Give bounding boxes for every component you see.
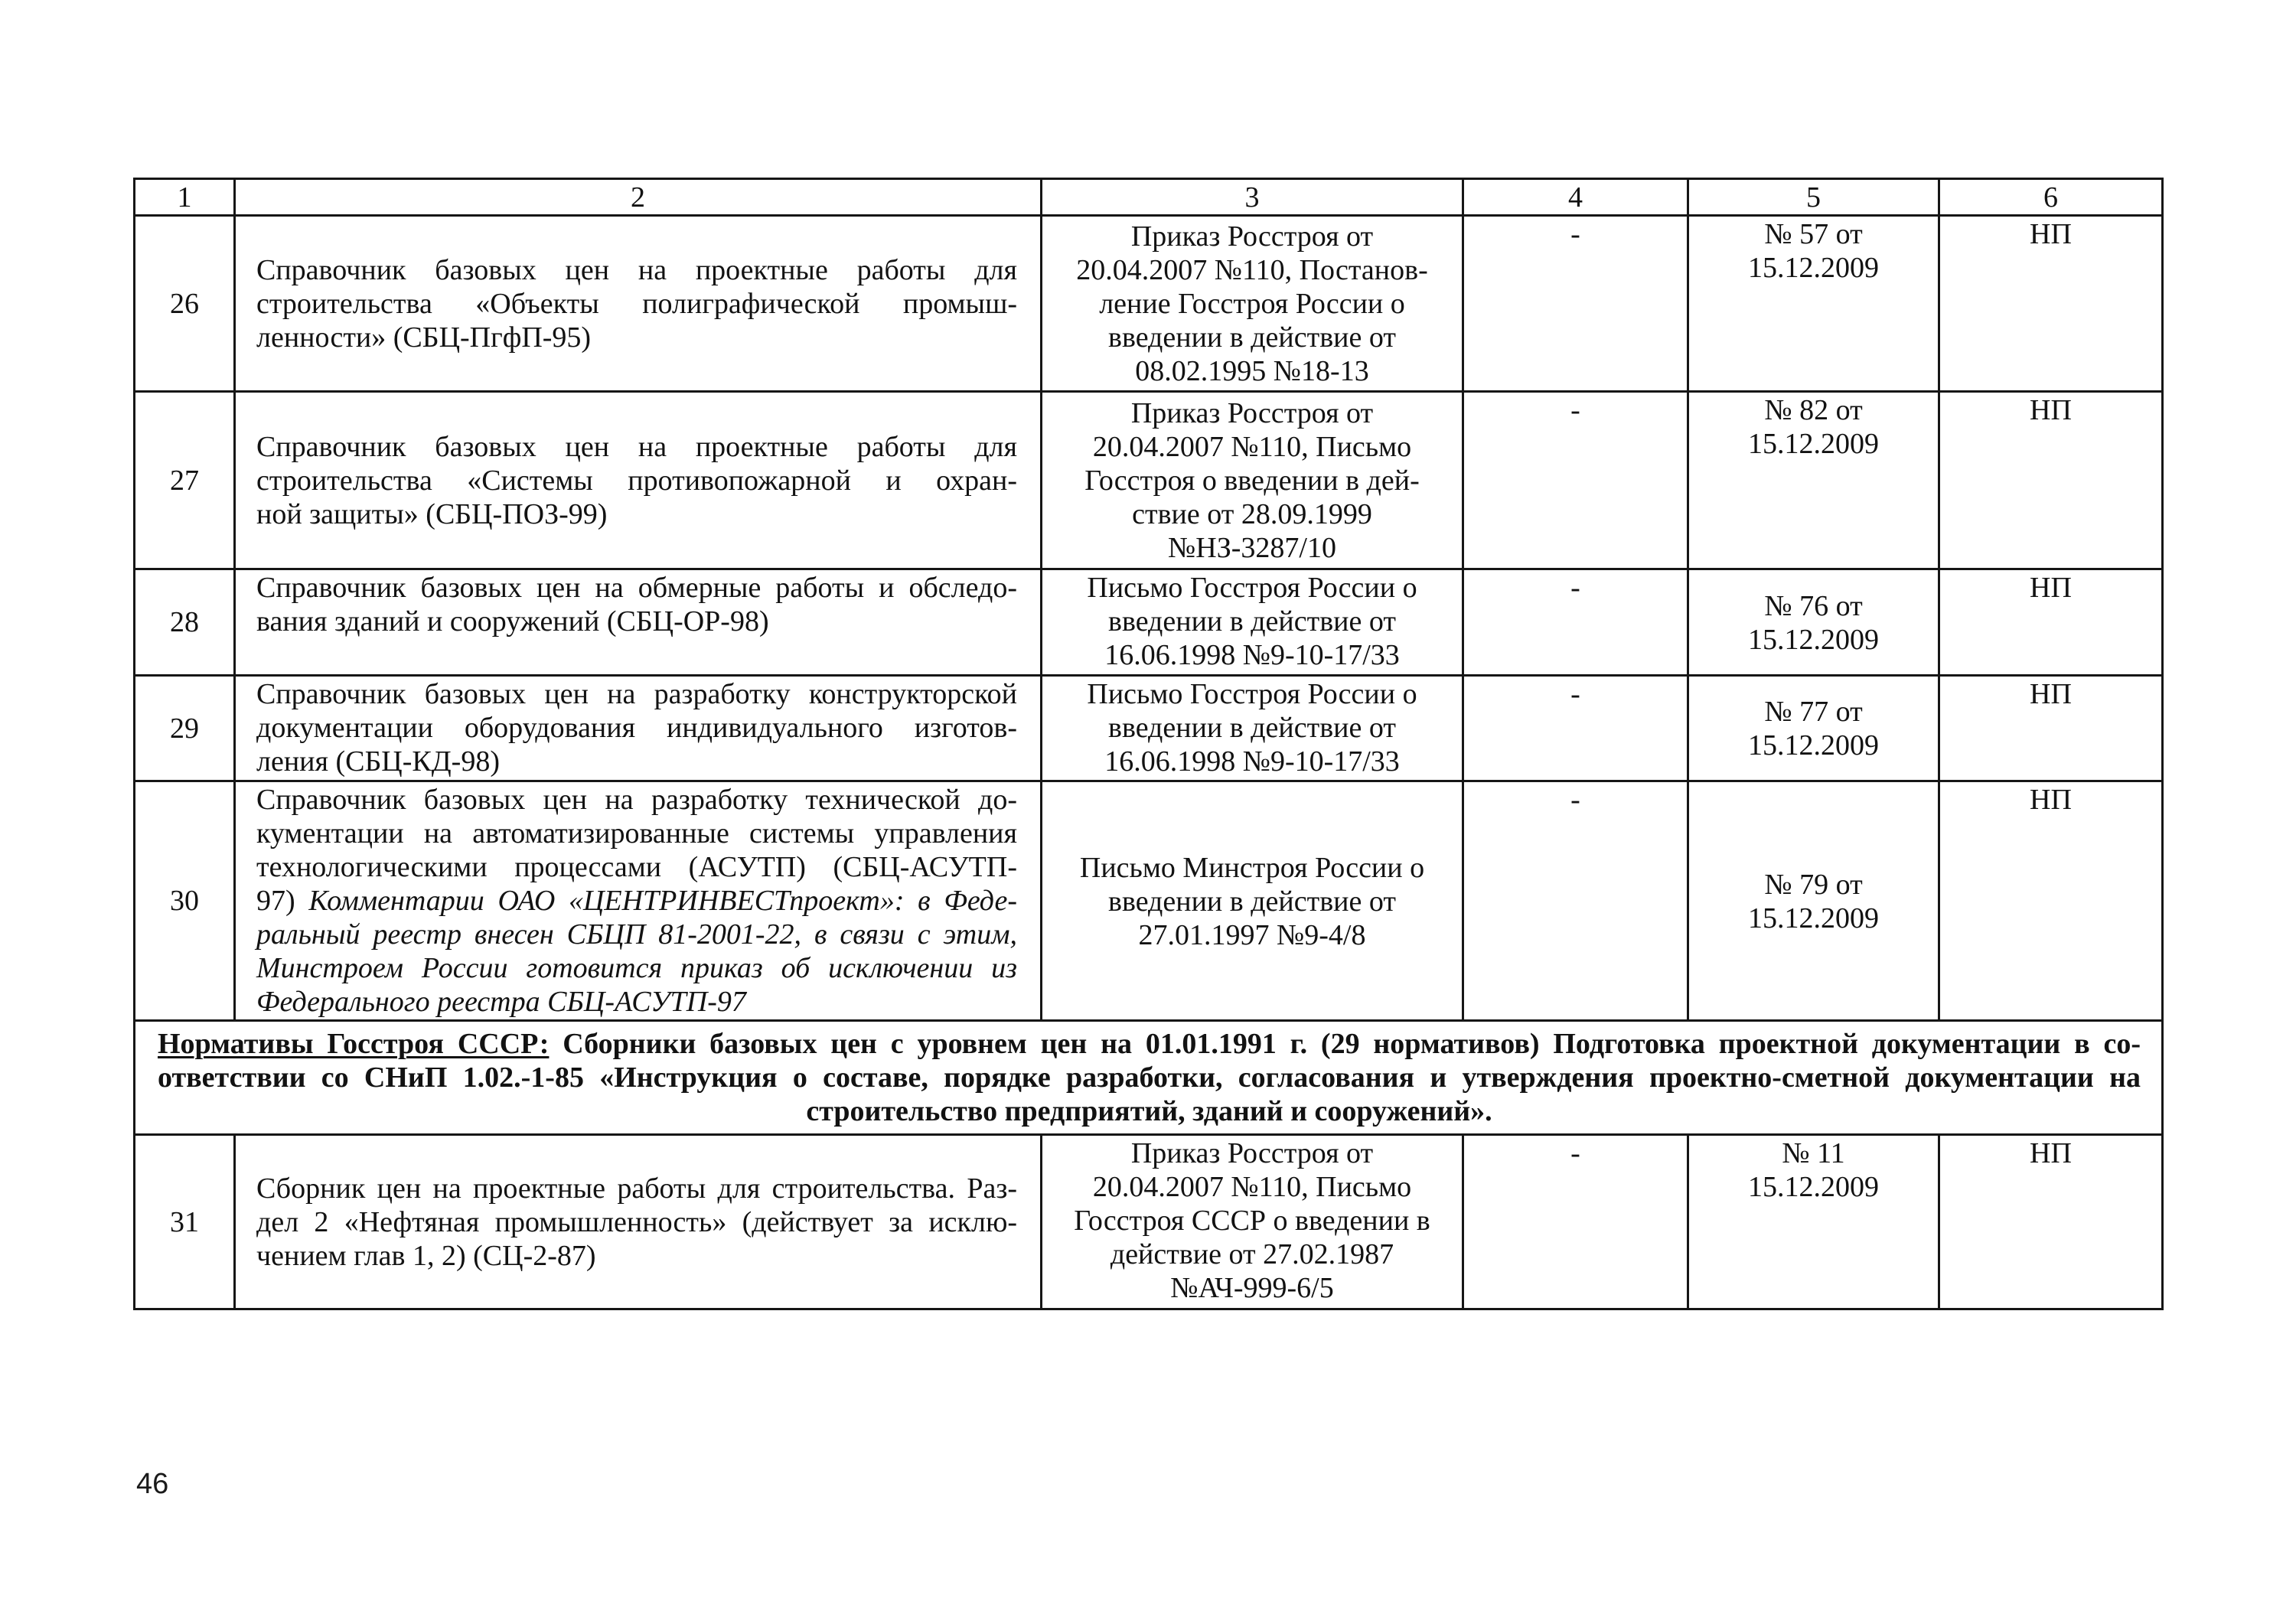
column4-cell: [1463, 781, 1688, 1021]
column-header-3: 3: [1042, 179, 1463, 216]
document-title-text: строительства «Объекты полиграфической промыш-: [256, 288, 1017, 320]
registration-line: № 76 от: [1764, 589, 1863, 622]
normatives-table: [133, 178, 2164, 1310]
registration-line: № 57 от: [1764, 218, 1863, 250]
comment-text: Комментарии ОАО «ЦЕНТРИНВЕСТпроект»: в Феде-: [308, 885, 1018, 917]
status-value: НП: [2030, 572, 2072, 604]
table-row: [135, 216, 2163, 392]
approval-document-line: 20.04.2007 №110, Письмо: [1092, 1171, 1412, 1203]
column4-value: -: [1570, 572, 1580, 604]
row-number-cell: [135, 1135, 235, 1309]
status-cell: [1939, 392, 2163, 569]
section-heading-cell: [135, 1021, 2163, 1135]
document-title-text: ной защиты» (СБЦ-ПОЗ-99): [256, 498, 608, 530]
approval-document-line: действие от 27.02.1987: [1110, 1238, 1394, 1270]
approval-document-cell: [1042, 676, 1463, 781]
approval-document-line: введении в действие от: [1108, 321, 1396, 354]
approval-document-line: введении в действие от: [1108, 885, 1396, 918]
approval-document-cell: [1042, 392, 1463, 569]
table-row: [135, 392, 2163, 569]
row-number: 29: [170, 712, 199, 745]
approval-document-line: Госстроя о введении в дей-: [1084, 465, 1420, 497]
row-number: 27: [170, 464, 199, 497]
document-title-cell: [235, 676, 1042, 781]
document-title-text: ленности» (СБЦ-ПгфП-95): [256, 321, 592, 354]
column-header-2: 2: [235, 179, 1042, 216]
registration-line: 15.12.2009: [1748, 623, 1879, 656]
approval-document-line: 20.04.2007 №110, Письмо: [1092, 431, 1412, 463]
document-title-cell: [235, 216, 1042, 392]
document-title-line: [256, 497, 1017, 531]
approval-document-line: 16.06.1998 №9-10-17/33: [1104, 745, 1400, 778]
approval-document-line: 08.02.1995 №18-13: [1135, 355, 1369, 387]
approval-document-line: ствие от 28.09.1999: [1132, 498, 1372, 530]
registration-line: 15.12.2009: [1748, 729, 1879, 761]
approval-document-line: №НЗ-3287/10: [1168, 532, 1336, 564]
section-heading-text: Сборники базовых цен с уровнем цен на 01.01.1991 г. (29 нормативов) Подготовка проектной документации в со-: [563, 1028, 2141, 1060]
approval-document-line: введении в действие от: [1108, 712, 1396, 744]
table-row: [135, 781, 2163, 1021]
page-number: 46: [136, 1468, 169, 1500]
table-row: [135, 569, 2163, 676]
document-title-text: Справочник базовых цен на проектные работы для: [256, 254, 1017, 286]
table-row: [135, 1135, 2163, 1309]
registration-line: 15.12.2009: [1748, 428, 1879, 460]
document-title-line: [256, 850, 1017, 884]
document-title-text: Сборник цен на проектные работы для строительства. Раз-: [256, 1172, 1017, 1205]
document-title-text: Справочник базовых цен на проектные работы для: [256, 431, 1017, 463]
approval-document-cell: [1042, 569, 1463, 676]
approval-document-line: 27.01.1997 №9-4/8: [1138, 918, 1366, 951]
column-header-6: 6: [1939, 179, 2163, 216]
registration-line: № 79 от: [1764, 868, 1863, 901]
column4-cell: [1463, 216, 1688, 392]
approval-document-cell: [1042, 781, 1463, 1021]
document-title-text: документации оборудования индивидуального изготов-: [256, 712, 1017, 744]
section-heading-line: [158, 1094, 2141, 1128]
document-title-line: [256, 287, 1017, 321]
document-title-line: [256, 951, 1017, 985]
row-number-cell: [135, 569, 235, 676]
approval-document-line: ление Госстроя России о: [1099, 288, 1405, 320]
row-number: 31: [170, 1205, 199, 1238]
document-title-line: [256, 605, 1017, 638]
document-title-cell: [235, 569, 1042, 676]
column4-cell: [1463, 569, 1688, 676]
column4-cell: [1463, 392, 1688, 569]
registration-line: № 11: [1782, 1137, 1845, 1169]
status-cell: [1939, 781, 2163, 1021]
document-title-text: ления (СБЦ-КД-98): [256, 745, 500, 778]
registration-cell: [1688, 216, 1939, 392]
document-title-cell: [235, 781, 1042, 1021]
registration-cell: [1688, 569, 1939, 676]
document-title-text: Справочник базовых цен на обмерные работы и обследо-: [256, 572, 1017, 604]
document-title-text: кументации на автоматизированные системы управления: [256, 817, 1017, 850]
document-title-line: [256, 464, 1017, 497]
document-title-line: [256, 783, 1017, 817]
section-heading-row: [135, 1021, 2163, 1135]
column-header-4: 4: [1463, 179, 1688, 216]
document-title-line: [256, 571, 1017, 605]
comment-text: ральный реестр внесен СБЦП 81-2001-22, в связи с этим,: [256, 918, 1017, 951]
document-title-text: Справочник базовых цен на разработку конструкторской: [256, 678, 1017, 710]
approval-document-line: Письмо Госстроя России о: [1087, 678, 1417, 710]
status-cell: [1939, 1135, 2163, 1309]
registration-line: № 77 от: [1764, 696, 1863, 728]
document-title-line: [256, 677, 1017, 711]
table-body: [135, 216, 2163, 1309]
registration-cell: [1688, 676, 1939, 781]
section-label: Нормативы Госстроя СССР:: [158, 1028, 550, 1060]
approval-document-line: 16.06.1998 №9-10-17/33: [1104, 639, 1400, 671]
status-value: НП: [2030, 1137, 2072, 1169]
status-value: НП: [2030, 678, 2072, 710]
approval-document-line: Приказ Росстроя от: [1130, 220, 1374, 253]
approval-document-line: 20.04.2007 №110, Постанов-: [1076, 254, 1428, 286]
registration-line: № 82 от: [1764, 394, 1863, 426]
comment-text: Федерального реестра СБЦ-АСУТП-97: [256, 986, 746, 1018]
document-title-line: [256, 321, 1017, 354]
section-heading-text: строительство предприятий, зданий и сооружений».: [806, 1095, 1492, 1127]
document-title-line: [256, 1239, 1017, 1273]
status-cell: [1939, 216, 2163, 392]
status-cell: [1939, 676, 2163, 781]
table-header: [135, 179, 2163, 216]
document-title-line: [256, 1205, 1017, 1239]
approval-document-cell: [1042, 216, 1463, 392]
registration-cell: [1688, 1135, 1939, 1309]
table-row: [135, 676, 2163, 781]
column4-cell: [1463, 1135, 1688, 1309]
column4-cell: [1463, 676, 1688, 781]
document-title-cell: [235, 392, 1042, 569]
column-header-1: 1: [135, 179, 235, 216]
document-title-text: технологическими процессами (АСУТП) (СБЦ-АСУТП-: [256, 851, 1017, 883]
row-number-cell: [135, 676, 235, 781]
document-title-text: строительства «Системы противопожарной и охран-: [256, 465, 1017, 497]
document-title-line: [256, 817, 1017, 850]
column4-value: -: [1570, 394, 1580, 426]
document-title-text: вания зданий и сооружений (СБЦ-ОР-98): [256, 605, 769, 638]
registration-cell: [1688, 392, 1939, 569]
registration-line: 15.12.2009: [1748, 1171, 1879, 1203]
row-number: 26: [170, 287, 199, 320]
document-title-line: [256, 884, 1017, 918]
row-number: 28: [170, 606, 199, 638]
document-title-text: дел 2 «Нефтяная промышленность» (действует за исклю-: [256, 1206, 1017, 1238]
registration-line: 15.12.2009: [1748, 902, 1879, 934]
row-number: 30: [170, 885, 199, 917]
approval-document-line: Госстроя СССР о введении в: [1074, 1205, 1430, 1237]
row-number-cell: [135, 781, 235, 1021]
registration-cell: [1688, 781, 1939, 1021]
status-value: НП: [2030, 394, 2072, 426]
approval-document-line: Письмо Госстроя России о: [1087, 572, 1417, 604]
document-title-line: [256, 745, 1017, 778]
document-title-text: Справочник базовых цен на разработку технической до-: [256, 784, 1017, 816]
column4-value: -: [1570, 784, 1580, 816]
document-title-line: [256, 985, 1017, 1019]
document-title-line: [256, 1172, 1017, 1205]
approval-document-line: введении в действие от: [1108, 605, 1396, 638]
column4-value: -: [1570, 218, 1580, 250]
approval-document-line: Письмо Минстроя России о: [1079, 851, 1425, 884]
registration-line: 15.12.2009: [1748, 252, 1879, 284]
document-title-line: [256, 918, 1017, 951]
status-cell: [1939, 569, 2163, 676]
approval-document-line: №АЧ-999-6/5: [1170, 1272, 1334, 1304]
status-value: НП: [2030, 218, 2072, 250]
section-heading-text: ответствии со СНиП 1.02.-1-85 «Инструкция о составе, порядке разработки, согласования и утверждения проектно-сметной документации на: [158, 1061, 2141, 1094]
approval-document-cell: [1042, 1135, 1463, 1309]
document-title-line: [256, 711, 1017, 745]
approval-document-line: Приказ Росстроя от: [1130, 397, 1374, 429]
document-title-text: чением глав 1, 2) (СЦ-2-87): [256, 1240, 596, 1272]
approval-document-line: Приказ Росстроя от: [1130, 1137, 1374, 1169]
column-header-5: 5: [1688, 179, 1939, 216]
section-heading-line: [158, 1027, 2141, 1061]
column4-value: -: [1570, 678, 1580, 710]
document-title-text: 97): [256, 885, 295, 917]
column4-value: -: [1570, 1137, 1580, 1169]
row-number-cell: [135, 392, 235, 569]
document-title-cell: [235, 1135, 1042, 1309]
document-title-line: [256, 253, 1017, 287]
comment-text: Минстроем России готовится приказ об исключении из: [256, 952, 1017, 984]
section-heading-line: [158, 1061, 2141, 1094]
status-value: НП: [2030, 784, 2072, 816]
document-title-line: [256, 430, 1017, 464]
header-row: [135, 179, 2163, 216]
row-number-cell: [135, 216, 235, 392]
